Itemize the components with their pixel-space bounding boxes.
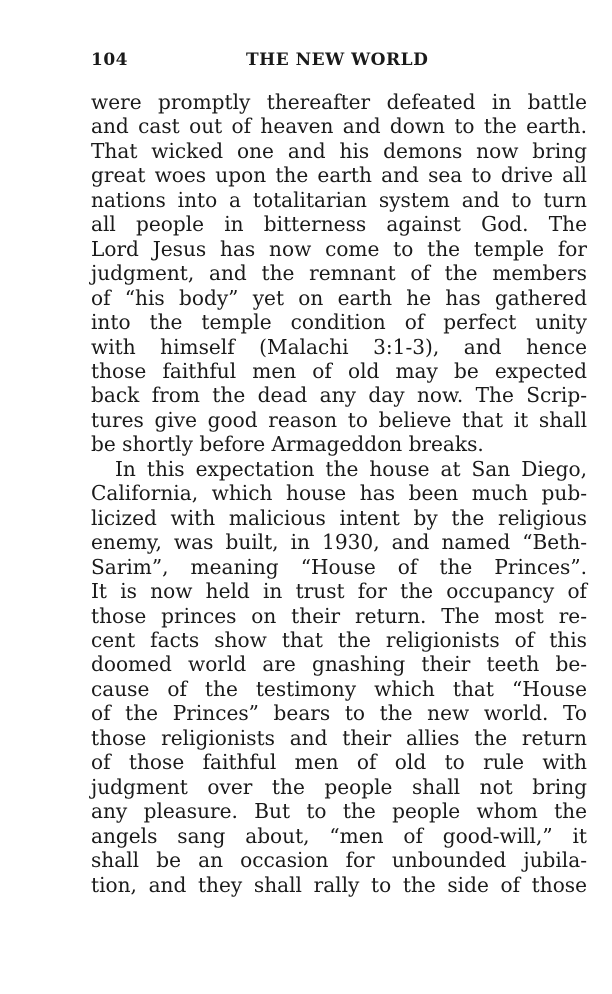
text-line: Sarim”, meaning “House of the Princes”. [91,554,587,579]
text-line: shall be an occasion for unbounded jubila- [91,848,587,873]
text-line: those religionists and their allies the return [91,725,587,750]
text-line: In this expectation the house at San Diego, [115,456,587,481]
text-line: into the temple condition of perfect unity [91,310,587,335]
text-line: That wicked one and his demons now bring [91,138,587,163]
text-line: licized with malicious intent by the religious [91,505,587,530]
text-line: enemy, was built, in 1930, and named “Beth- [91,530,587,555]
text-line: tures give good reason to believe that it shall [91,407,587,432]
text-line: cent facts show that the religionists of this [91,627,587,652]
text-line: and cast out of heaven and down to the earth. [91,114,587,139]
text-line: angels sang about, “men of good-will,” it [91,823,587,848]
text-line: be shortly before Armageddon breaks. [91,432,484,457]
text-line: all people in bitterness against God. The [91,212,587,237]
running-title: THE NEW WORLD [246,50,429,70]
paragraph-1 [91,90,587,457]
text-line: Lord Jesus has now come to the temple for [91,236,587,261]
text-line: back from the dead any day now. The Scrip- [91,383,587,408]
text-line: with himself (Malachi 3:1-3), and hence [91,334,587,359]
text-line: those faithful men of old may be expected [91,358,587,383]
text-line: doomed world are gnashing their teeth be- [91,652,587,677]
text-line: those princes on their return. The most re- [91,603,587,628]
text-line: tion, and they shall rally to the side of those [91,872,587,897]
text-line: California, which house has been much pub- [91,481,587,506]
text-line: were promptly thereafter defeated in battle [91,90,587,114]
text-line: of those faithful men of old to rule with [91,750,587,775]
page-number: 104 [91,50,128,70]
text-line: It is now held in trust for the occupancy of [91,579,587,604]
paragraph-2 [91,457,587,897]
text-line: of “his body” yet on earth he has gathered [91,285,587,310]
text-line: of the Princes” bears to the new world. To [91,701,587,726]
running-head [91,50,587,76]
text-line: judgment over the people shall not bring [91,774,587,799]
text-line: great woes upon the earth and sea to drive all [91,163,587,188]
body-text [91,90,587,897]
text-line: any pleasure. But to the people whom the [91,799,587,824]
book-page [91,50,587,897]
text-line: judgment, and the remnant of the members [91,261,587,286]
text-line: cause of the testimony which that “House [91,676,587,701]
text-line: nations into a totalitarian system and to turn [91,187,587,212]
